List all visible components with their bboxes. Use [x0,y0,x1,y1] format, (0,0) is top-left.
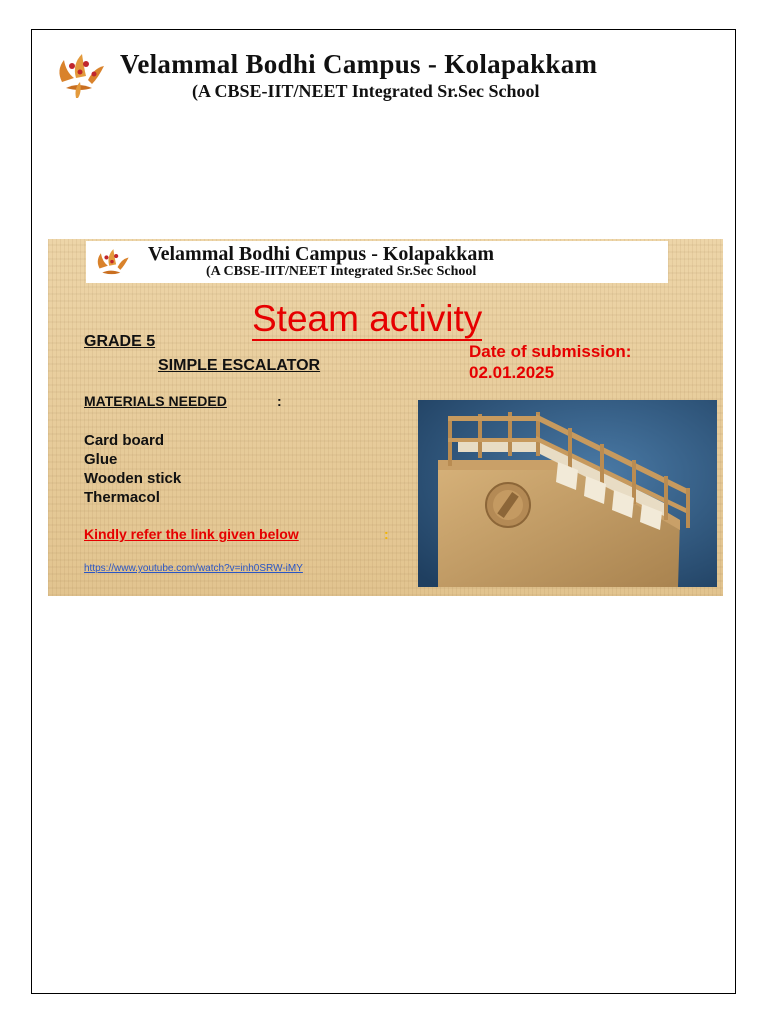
refer-link-note: Kindly refer the link given below [84,526,299,542]
submission-date-label: Date of submission: [469,342,632,361]
activity-poster [48,239,723,596]
school-logo-icon [90,245,134,281]
submission-date-value: 02.01.2025 [469,363,555,382]
school-subtitle: (A CBSE-IIT/NEET Integrated Sr.Sec School [192,81,540,101]
materials-list [84,431,181,507]
poster-school-name: Velammal Bodhi Campus - Kolapakkam [148,243,494,265]
poster-school-subtitle: (A CBSE-IIT/NEET Integrated Sr.Sec School [206,264,477,279]
list-item: Thermacol [84,489,160,506]
list-item: Wooden stick [84,470,182,487]
school-name: Velammal Bodhi Campus - Kolapakkam [120,49,598,79]
poster-banner [86,241,668,283]
list-item: Glue [84,451,118,468]
materials-heading-colon: : [277,393,282,409]
escalator-model-photo [418,400,717,587]
list-item: Card board [84,432,165,449]
grade-label: GRADE 5 [84,333,156,350]
youtube-link[interactable]: https://www.youtube.com/watch?v=inh0SRW-iMY [84,563,303,574]
materials-heading: MATERIALS NEEDED [84,393,227,409]
project-name: SIMPLE ESCALATOR [158,357,321,374]
school-logo-icon [52,48,108,100]
refer-link-mark: : [384,526,389,542]
activity-title: Steam activity [252,298,483,339]
document-header [52,46,692,106]
